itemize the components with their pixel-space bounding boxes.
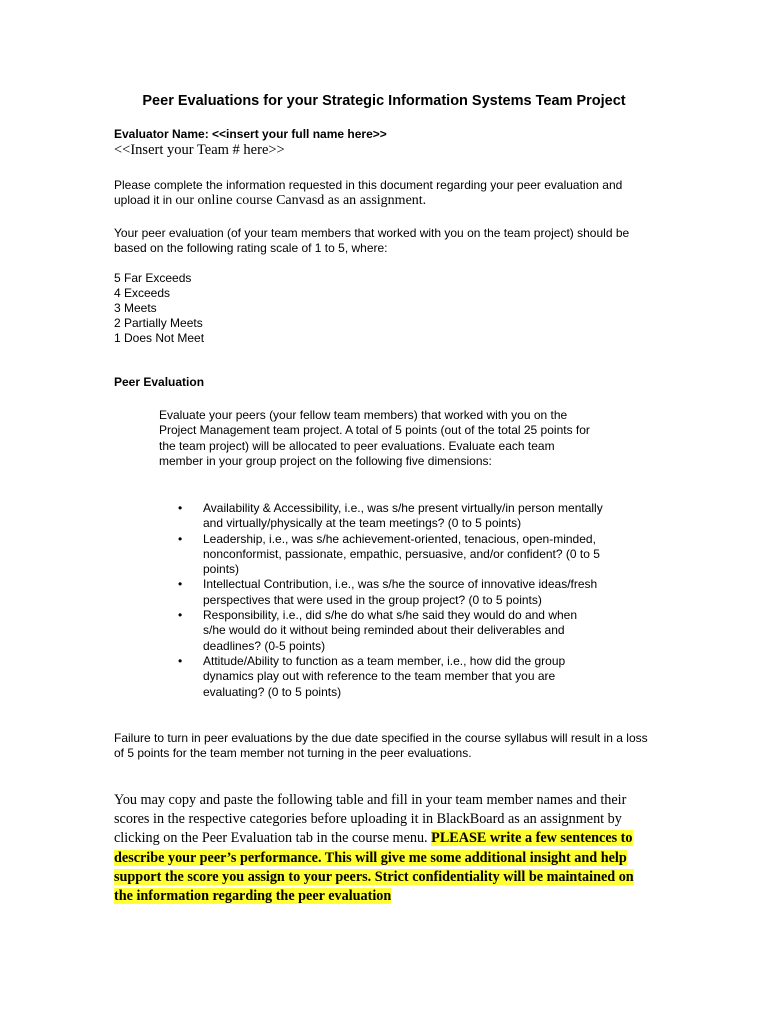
bullet-icon: • [178, 531, 183, 546]
rating-scale-item: 3 Meets [114, 301, 157, 315]
bullet-icon: • [178, 577, 183, 592]
dimension-text: Attitude/Ability to function as a team member, i.e., how did the group dynamics play out with reference to the team member that you are evaluating? (0 to 5 points) [203, 653, 566, 699]
team-number-line: <<Insert your Team # here>> [114, 142, 285, 158]
dimension-text: Availability & Accessibility, i.e., was s/he present virtually/in person mentally and virtually/physically at the team meetings? (0 to 5 points) [203, 501, 603, 531]
bullet-icon: • [178, 608, 183, 623]
peer-evaluation-heading: Peer Evaluation [114, 375, 205, 389]
closing-plain-text: You may copy and paste the following table and fill in your team member names and their scores in the respective categories before uploading it in BlackBoard as an assignment by clicking on the Peer Evaluation tab in the course menu. [114, 792, 627, 847]
intro-text-part2: our online course Canvasd as an assignment. [175, 193, 427, 208]
dimension-item [178, 654, 603, 700]
dimension-item [178, 532, 603, 578]
dimension-item [178, 501, 603, 532]
intro-text-part1: Please complete the information requested in this document regarding your peer evaluation and upload it in [114, 178, 623, 207]
bullet-icon: • [178, 501, 183, 515]
dimension-text: Responsibility, i.e., did s/he do what s/he said they would do and when s/he would do it without being reminded about their deliverables and deadlines? (0-5 points) [203, 608, 578, 653]
intro-paragraph [114, 178, 659, 208]
rating-scale-item: 1 Does Not Meet [114, 331, 205, 345]
evaluator-name-line: Evaluator Name: <<insert your full name here>> [114, 127, 387, 141]
rating-scale-item: 5 Far Exceeds [114, 271, 192, 285]
dimension-item [178, 577, 603, 608]
dimension-text: Intellectual Contribution, i.e., was s/he the source of innovative ideas/fresh perspectives that were used in the group project? (0 to 5 points) [203, 577, 598, 607]
rating-intro-paragraph: Your peer evaluation (of your team members that worked with you on the team project) should be based on the following rating scale of 1 to 5, where: [114, 226, 630, 255]
closing-paragraph [114, 791, 654, 906]
document-title: Peer Evaluations for your Strategic Information Systems Team Project [142, 93, 626, 109]
rating-scale-item: 2 Partially Meets [114, 316, 203, 330]
dimensions-list [178, 501, 603, 700]
closing-highlighted-text: PLEASE write a few sentences to describe your peer’s performance. This will give me some additional insight and help support the score you assign to your peers. Strict confidentiality will be maintained on the information regarding the peer evaluation [114, 830, 634, 905]
rating-scale-list [114, 271, 204, 346]
peer-evaluation-paragraph: Evaluate your peers (your fellow team members) that worked with you on the Project Management team project. A total of 5 points (out of the total 25 points for the team project) will be allocated to peer evaluations. Evaluate each team member in your group project on the following five dimensions: [159, 408, 590, 468]
dimension-item [178, 608, 603, 654]
dimension-text: Leadership, i.e., was s/he achievement-oriented, tenacious, open-minded, nonconformist, passionate, empathic, persuasive, and/or confident? (0 to 5 points) [203, 531, 600, 577]
bullet-icon: • [178, 653, 183, 668]
rating-scale-item: 4 Exceeds [114, 286, 171, 300]
failure-note-paragraph: Failure to turn in peer evaluations by the due date specified in the course syllabus will result in a loss of 5 points for the team member not turning in the peer evaluations. [114, 731, 648, 760]
